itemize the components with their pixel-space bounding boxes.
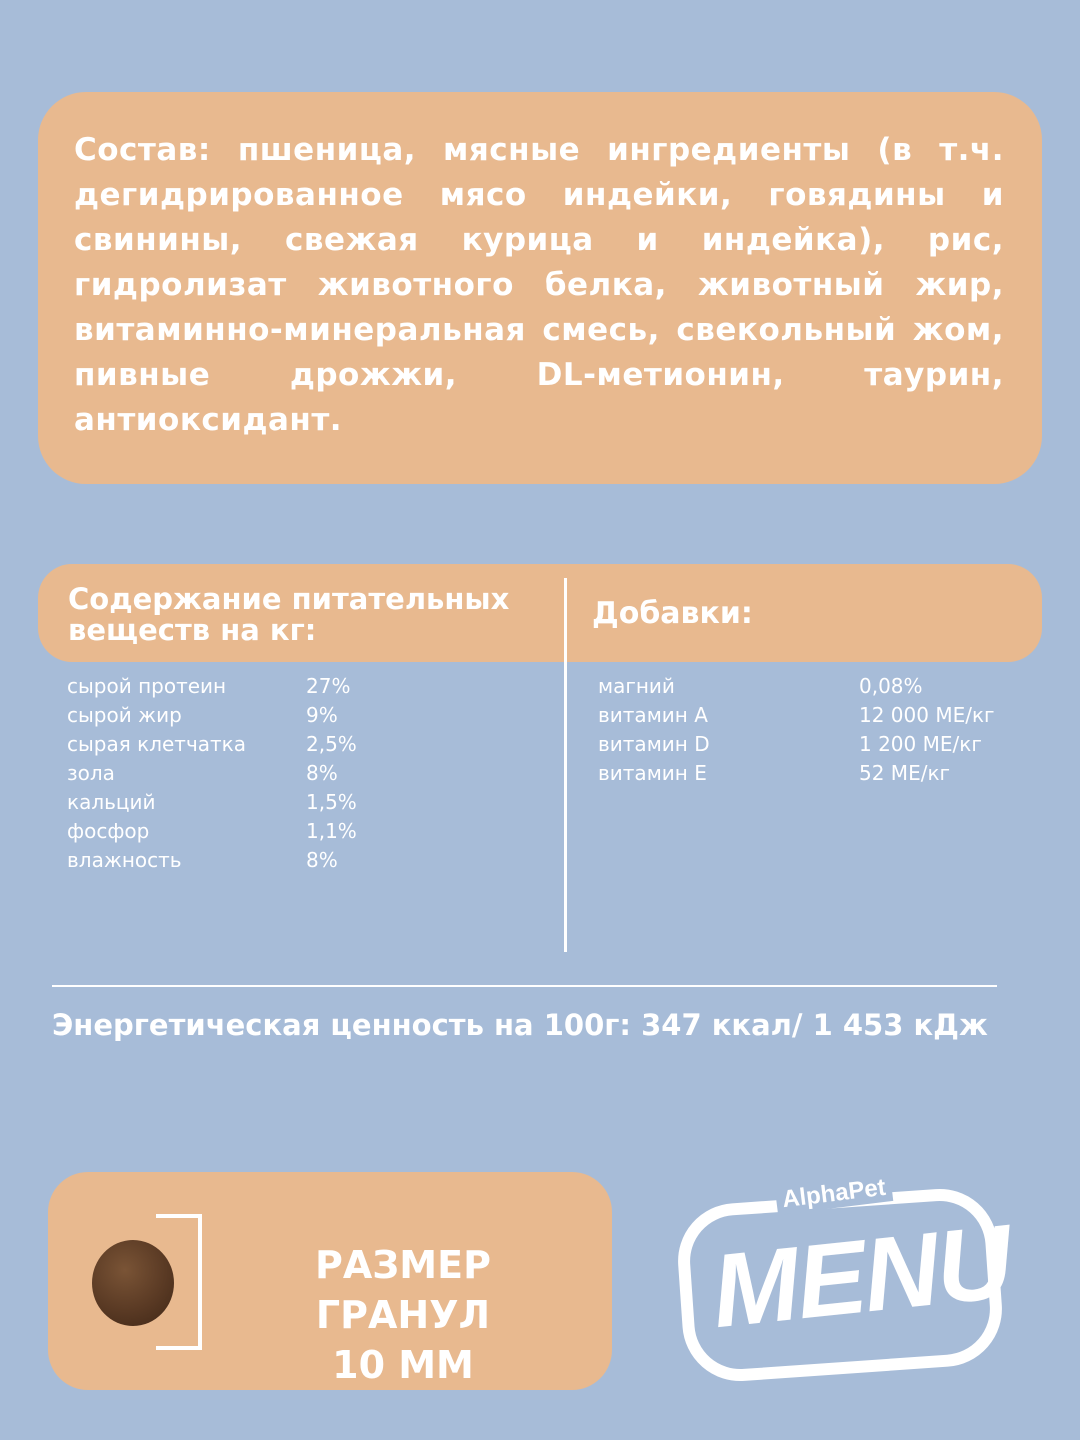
nutrient-name: сырой протеин xyxy=(67,674,227,698)
energy-value: Энергетическая ценность на 100г: 347 ккал/ 1 453 кДж xyxy=(52,1008,988,1042)
logo-brand: AlphaPet xyxy=(775,1173,894,1215)
nutrients-title: Содержание питательных веществ на кг: xyxy=(68,582,510,647)
nutrient-name: сырой жир xyxy=(67,703,182,727)
composition-panel xyxy=(38,92,1042,484)
bracket-icon xyxy=(156,1214,202,1350)
nutrient-value: 1,5% xyxy=(306,790,357,814)
additive-value: 0,08% xyxy=(859,674,923,698)
alphapet-menu-logo xyxy=(672,1166,1016,1386)
nutrients-header-bar xyxy=(38,564,1042,662)
additives-title: Добавки: xyxy=(592,596,753,631)
nutrient-value: 8% xyxy=(306,761,338,785)
composition-label: Состав: xyxy=(74,132,211,168)
energy-divider xyxy=(52,985,997,987)
column-divider xyxy=(564,578,567,952)
granule-size-value: 10 ММ xyxy=(332,1343,474,1387)
nutrient-name: сырая клетчатка xyxy=(67,732,247,756)
nutrient-value: 8% xyxy=(306,848,338,872)
nutrient-value: 27% xyxy=(306,674,351,698)
nutrient-name: влажность xyxy=(67,848,182,872)
nutrient-value: 2,5% xyxy=(306,732,357,756)
additives-table xyxy=(598,672,1018,788)
additive-name: витамин А xyxy=(598,703,708,727)
nutrients-table xyxy=(67,672,467,875)
nutrient-row xyxy=(67,788,467,817)
additive-value: 12 000 МЕ/кг xyxy=(859,703,995,727)
nutrient-name: фосфор xyxy=(67,819,150,843)
additive-row xyxy=(598,759,1018,788)
nutrient-row xyxy=(67,701,467,730)
nutrient-row xyxy=(67,846,467,875)
nutrient-row xyxy=(67,730,467,759)
granule-size-text xyxy=(228,1240,578,1390)
additive-value: 52 МЕ/кг xyxy=(859,761,951,785)
additive-value: 1 200 МЕ/кг xyxy=(859,732,982,756)
logo-word: MENU xyxy=(706,1203,1016,1351)
composition-text xyxy=(74,128,1004,443)
additive-name: магний xyxy=(598,674,675,698)
nutrient-row xyxy=(67,672,467,701)
additive-name: витамин D xyxy=(598,732,710,756)
nutrient-value: 1,1% xyxy=(306,819,357,843)
nutrient-row xyxy=(67,817,467,846)
nutrient-name: кальций xyxy=(67,790,156,814)
nutrient-value: 9% xyxy=(306,703,338,727)
granule-size-label: РАЗМЕР ГРАНУЛ xyxy=(315,1243,491,1337)
additive-name: витамин Е xyxy=(598,761,707,785)
additive-row xyxy=(598,701,1018,730)
nutrient-row xyxy=(67,759,467,788)
composition-ingredients: пшеница, мясные ингредиенты (в т.ч. дегидрированное мясо индейки, говядины и свинины, свежая курица и индейка), рис, гидролизат животного белка, животный жир, витаминно-минеральная смесь, свекольный жом, пивные дрожжи, DL-метионин, таурин, антиоксидант. xyxy=(74,132,1004,438)
nutrient-name: зола xyxy=(67,761,115,785)
granule-size-panel xyxy=(48,1172,612,1390)
additive-row xyxy=(598,672,1018,701)
additive-row xyxy=(598,730,1018,759)
